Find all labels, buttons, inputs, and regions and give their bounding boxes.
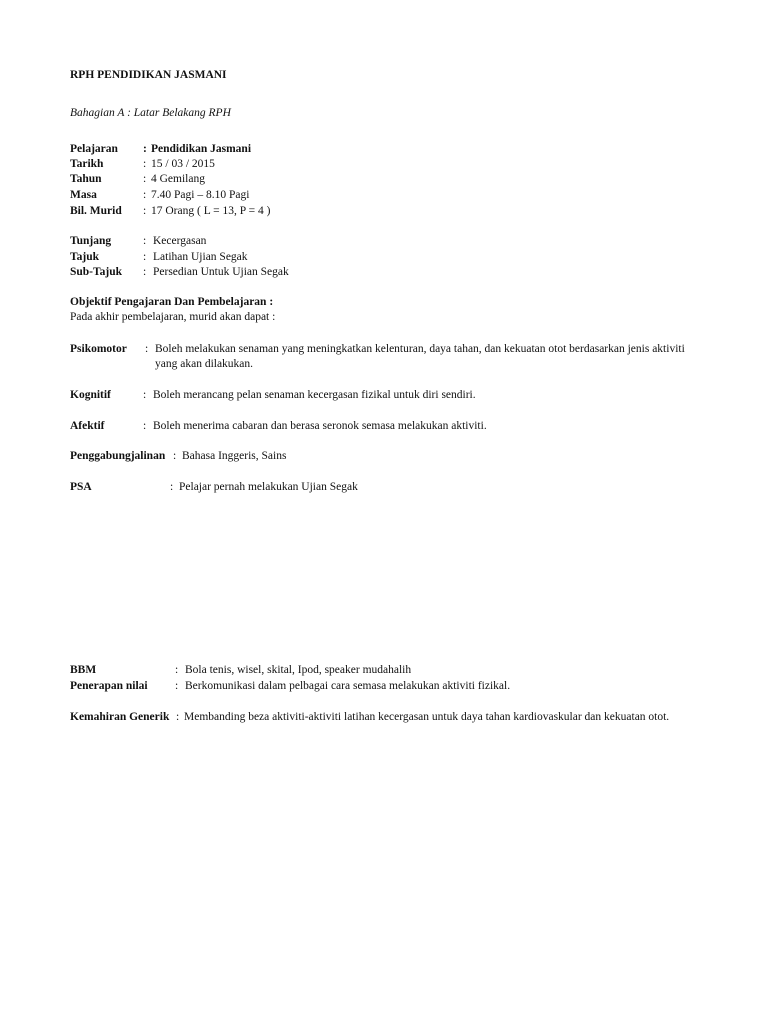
penggabungjalinan-label: Penggabungjalinan: [70, 450, 166, 462]
psa-label: PSA: [70, 481, 92, 493]
pelajaran-value: Pendidikan Jasmani: [151, 143, 252, 155]
objective-heading: Objektif Pengajaran Dan Pembelajaran :: [70, 296, 274, 308]
pelajaran-colon: :: [143, 143, 147, 155]
document-title: RPH PENDIDIKAN JASMANI: [70, 69, 227, 81]
penggabungjalinan-value: Bahasa Inggeris, Sains: [182, 450, 287, 462]
psikomotor-colon: :: [145, 343, 149, 355]
kognitif-value: Boleh merancang pelan senaman kecergasan fizikal untuk diri sendiri.: [153, 389, 476, 401]
kognitif-label: Kognitif: [70, 389, 111, 401]
tahun-colon: :: [143, 173, 147, 185]
psa-value: Pelajar pernah melakukan Ujian Segak: [179, 481, 358, 493]
murid-label: Bil. Murid: [70, 205, 122, 217]
tajuk-value: Latihan Ujian Segak: [153, 251, 248, 263]
tunjang-label: Tunjang: [70, 235, 112, 247]
bbm-colon: :: [175, 664, 179, 676]
psikomotor-text-line1: Boleh melakukan senaman yang meningkatkan kelenturan, daya tahan, dan kekuatan otot berdasarkan jenis aktiviti: [155, 343, 685, 355]
tunjang-colon: :: [143, 235, 147, 247]
penerapan-colon: :: [175, 680, 179, 692]
subtajuk-value: Persedian Untuk Ujian Segak: [153, 266, 289, 278]
psikomotor-text-line2: yang akan dilakukan.: [155, 358, 254, 370]
kemahiran-value: Membanding beza aktiviti-aktiviti latihan kecergasan untuk daya tahan kardiovaskular dan kekuatan otot.: [184, 711, 670, 723]
tahun-value: 4 Gemilang: [151, 173, 205, 185]
afektif-value: Boleh menerima cabaran dan berasa seronok semasa melakukan aktiviti.: [153, 420, 487, 432]
psa-colon: :: [170, 481, 174, 493]
subtajuk-colon: :: [143, 266, 147, 278]
tajuk-label: Tajuk: [70, 251, 99, 263]
bbm-label: BBM: [70, 664, 97, 676]
tarikh-colon: :: [143, 158, 147, 170]
penggabungjalinan-colon: :: [173, 450, 177, 462]
kemahiran-colon: :: [176, 711, 180, 723]
tunjang-value: Kecergasan: [153, 235, 207, 247]
penerapan-value: Berkomunikasi dalam pelbagai cara semasa melakukan aktiviti fizikal.: [185, 680, 511, 692]
kemahiran-label: Kemahiran Generik: [70, 711, 170, 723]
masa-colon: :: [143, 189, 147, 201]
murid-colon: :: [143, 205, 147, 217]
masa-value: 7.40 Pagi – 8.10 Pagi: [151, 189, 250, 201]
bbm-value: Bola tenis, wisel, skital, Ipod, speaker mudahalih: [185, 664, 412, 676]
pelajaran-label: Pelajaran: [70, 143, 118, 155]
objective-intro: Pada akhir pembelajaran, murid akan dapat :: [70, 311, 276, 323]
kognitif-colon: :: [143, 389, 147, 401]
masa-label: Masa: [70, 189, 97, 201]
section-subtitle: Bahagian A : Latar Belakang RPH: [70, 107, 231, 119]
subtajuk-label: Sub-Tajuk: [70, 266, 123, 278]
tahun-label: Tahun: [70, 173, 102, 185]
tarikh-label: Tarikh: [70, 158, 104, 170]
tajuk-colon: :: [143, 251, 147, 263]
penerapan-label: Penerapan nilai: [70, 680, 148, 692]
tarikh-value: 15 / 03 / 2015: [151, 158, 215, 170]
afektif-label: Afektif: [70, 420, 105, 432]
afektif-colon: :: [143, 420, 147, 432]
murid-value: 17 Orang ( L = 13, P = 4 ): [151, 205, 271, 217]
psikomotor-label: Psikomotor: [70, 343, 127, 355]
